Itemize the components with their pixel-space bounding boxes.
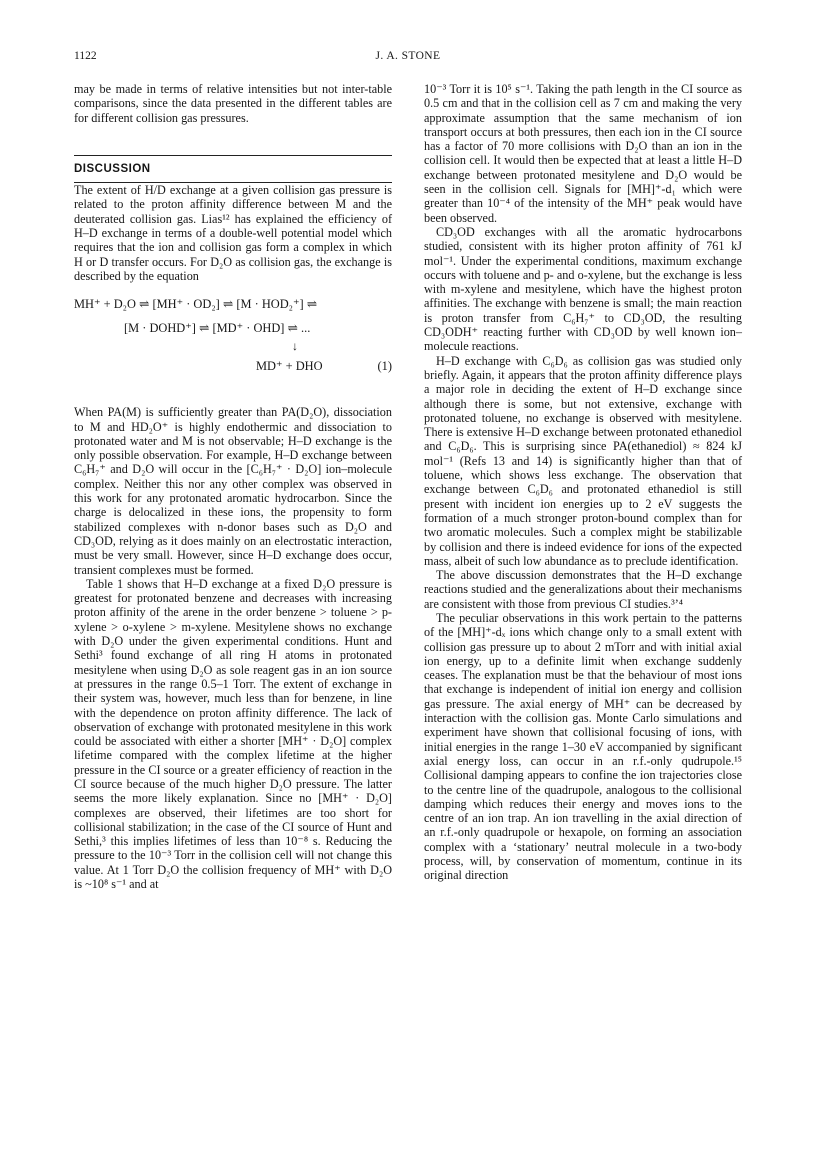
discussion-paragraph-6: The above discussion demonstrates that the H–D exchange reactions studied and the generalizations about their mechanisms are consistent with those from previous CI studies.³ʼ⁴ [424,568,742,611]
discussion-paragraph-7: The peculiar observations in this work pertain to the patterns of the [MH]⁺-dₓ ions which change only to a small extent with collision gas pressure up to about 2 mTorr and with initial axial ion energy, up to a definite limit when exchange suddenly ceases. The explanation must be that the behaviour of most ions that exchange is independent of initial ion energy and collision gas pressure. The axial energy of MH⁺ can be decreased by interaction with the collision gas. Monte Carlo simulations and experiment have shown that collisional focusing of ions, with initial energies in the range 1–30 eV accompanied by significant axial energy loss, can occur in an r.f.-only qudrupole.¹⁵ Collisional damping appears to confine the ion trajectories close to the centre line of the quadrupole, analogous to the collisional damping which reduces their energy and moves ions to the centre of an ion trap. An ion travelling in the axial direction of an r.f.-only quadrupole or hexapole, on forming an association complex with a ‘stationary’ neutral molecule in a two-body process, will, by conservation of momentum, continue in its original direction [424,610,742,883]
section-rule-top [74,155,392,156]
discussion-paragraph-4: CD₃OD exchanges with all the aromatic hydrocarbons studied, consistent with its higher proton affinity of 761 kJ mol⁻¹. Under the experimental conditions, maximum exchange occurs with toluene and p- and o-xylene, but the exchange is less with m-xylene and mesitylene, which have the highest proton affinities. The exchange with benzene is small; the main reaction is proton transfer from C₆H₇⁺ to CD₃OD, the resulting CD₃ODH⁺ reacting further with CD₃OD by well known ion–molecule reactions. [424,224,742,354]
equation-line-2: [M · DOHD⁺] ⇌ [MD⁺ · OHD] ⇌ ... [124,321,311,336]
running-head-author: J. A. STONE [375,50,441,62]
discussion-paragraph-2: When PA(M) is sufficiently greater than PA(D₂O), dissociation to M and HD₂O⁺ is highly endothermic and dissociation to protonated water and M is not observable; H–D exchange is the only possible observation. For example, H–D exchange between C₆H₇⁺ and D₂O will occur in the [C₆H₇⁺ · D₂O] ion–molecule complex. Neither this nor any other complex was observed in this work for any protonated aromatic hydrocarbon. Since the charge is delocalized in these ions, the propensity to form stabilized complexes with n-donor bases such as D₂O and CD₃OD, relying as it does mainly on an electrostatic interaction, must be very small. However, since H–D exchange does occur, transient complexes must be formed. [74,405,392,577]
equation-number: (1) [377,359,392,374]
right-column [424,82,742,883]
down-arrow-icon: ↓ [292,339,298,354]
left-column [74,82,392,891]
discussion-paragraph-3: Table 1 shows that H–D exchange at a fixed D₂O pressure is greatest for protonated benzene and decreases with increasing proton affinity of the arene in the order benzene > toluene > p-xylene > o-xylene > m-xylene. Mesitylene shows no exchange with D₂O under the given experimental conditions. Hunt and Sethi³ found exchange of all ring H atoms in protonated mesitylene when using D₂O as sole reagent gas in an ion source at pressures in the range 0.5–1 Torr. The extent of exchange in their system was, however, much less than for benzene, in line with the dependence on proton affinity difference. The lack of observation of exchange with protonated mesitylene in this work could be associated with either a shorter [MH⁺ · D₂O] complex lifetime compared with the complex lifetime at the higher pressure in the CI source or a greater efficiency of reaction in the CI source because of the much higher D₂O pressure. The latter seems the more likely explanation. Since no [MH⁺ · D₂O] complexes are observed, their lifetimes are too short for collisional stabilization; in the case of the CI source of Hunt and Sethi,³ this implies lifetimes of less than 10⁻⁸ s. Reducing the pressure to the 10⁻³ Torr in the collision cell will not change this value. At 1 Torr D₂O the collision frequency of MH⁺ with D₂O is ~10⁸ s⁻¹ and at [74,576,392,892]
discussion-paragraph-1: The extent of H/D exchange at a given collision gas pressure is related to the proton affinity difference between M and the deuterated collision gas. Lias¹² has explained the efficiency of H–D exchange in terms of a double-well potential model which requires that the ion and collision gas form a complex in which H or D transfer occurs. For D₂O as collision gas, the exchange is described by the equation [74,183,392,283]
continued-paragraph: may be made in terms of relative intensities but not inter-table comparisons, since the data presented in the different tables are for different collision gas pressures. [74,82,392,125]
section-heading: DISCUSSION [74,162,151,175]
continued-paragraph-right: 10⁻³ Torr it is 10⁵ s⁻¹. Taking the path length in the CI source as 0.5 cm and that in the collision cell as 7 cm and making the very approximate assumption that the same mechanism of ion transport occurs at both pressures, then each ion in the CI source has a factor of 70 more collisions with D₂O than an ion in the collision cell. It would then be expected that at least a little H–D exchange between protonated mesitylene and D₂O would be seen in the collision cell. Signals for [MH]⁺-d₁ which were greater than 10⁻⁴ of the intensity of the MH⁺ peak would have been observed. [424,82,742,225]
equation-line-3: MD⁺ + DHO [256,359,323,374]
equation-line-1: MH⁺ + D₂O ⇌ [MH⁺ · OD₂] ⇌ [M · HOD₂⁺] ⇌ [74,297,318,312]
page-number: 1122 [74,50,97,62]
equation-1 [74,287,392,397]
discussion-paragraph-5: H–D exchange with C₆D₆ as collision gas was studied only briefly. Again, it appears that the proton affinity difference plays a major role in deciding the extent of H–D exchange since although there is some, but not extensive, exchange with protonated toluene, no exchange is observed with mesitylene. There is extensive H–D exchange between protonated ethanediol and C₆D₆. This is surprising since PA(ethanediol) ≈ 824 kJ mol⁻¹ (Refs 13 and 14) is significantly higher than that of toluene, which shows less exchange. The observation that exchange between C₆D₆ and protonated ethanediol is still present with incident ion energies up to 2 eV suggests the formation of a much stronger proton-bound complex than for two aromatic molecules. Such a complex might be stabilizable by collision and there is indeed evidence for ions of the expected mass, albeit of such low abundance as to preclude identification. [424,353,742,568]
